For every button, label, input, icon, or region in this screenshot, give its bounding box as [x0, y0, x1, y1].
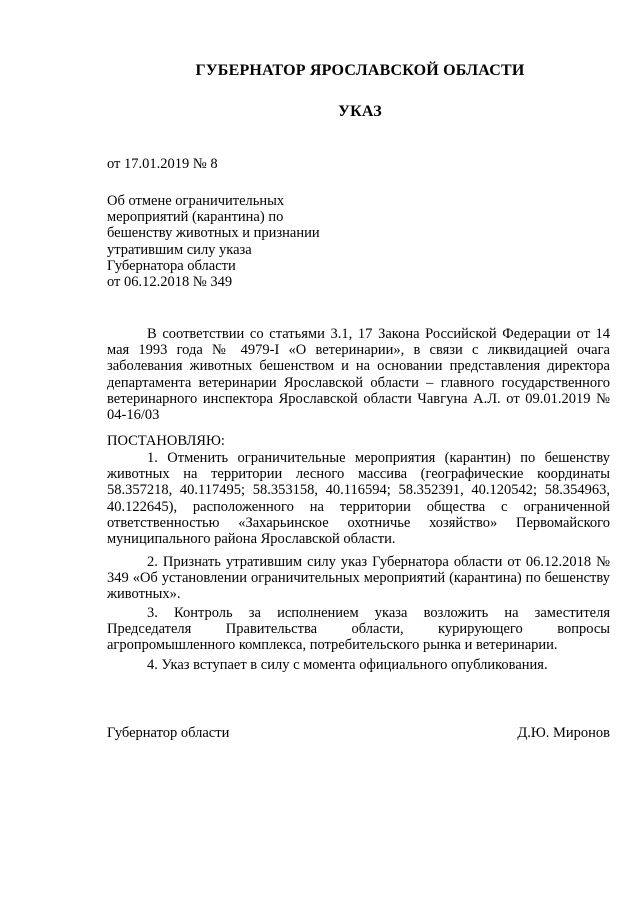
- subject-line: бешенству животных и признании: [107, 225, 320, 242]
- subject-line: Об отмене ограничительных: [107, 193, 285, 209]
- subject-line: утратившим силу указа: [107, 241, 252, 258]
- decree-item-2: 2. Признать утратившим силу указ Губернатора области от 06.12.2018 № 349 «Об установлении ограничительных мероприятий (карантина) по бешенству животных».: [107, 554, 610, 603]
- signatory-name: Д.Ю. Миронов: [517, 725, 610, 741]
- document-subject: [107, 193, 320, 290]
- subject-line: мероприятий (карантина) по: [107, 209, 284, 226]
- subject-line: от 06.12.2018 № 349: [107, 274, 233, 291]
- signatory-position: Губернатор области: [107, 725, 230, 741]
- subject-line: Губернатора области: [107, 257, 236, 274]
- document-type-title: УКАЗ: [338, 103, 382, 120]
- decree-item-1: 1. Отменить ограничительные мероприятия (карантин) по бешенству животных на территории лесного массива (географические координаты 58.357218, 40.117495; 58.353158, 40.116594; 58.352391, 40.120542; 58.354963, 40.122645), расположенного на территории общества с ограниченной ответственностью «Захарьинское охотничье хозяйство» Первомайского муниципального района Ярославской области.: [107, 450, 610, 548]
- decree-item-4: 4. Указ вступает в силу с момента официального опубликования.: [147, 657, 548, 673]
- issuer-title: ГУБЕРНАТОР ЯРОСЛАВСКОЙ ОБЛАСТИ: [195, 62, 525, 79]
- decree-item-3: 3. Контроль за исполнением указа возложить на заместителя Председателя Правительства области, курирующего вопросы агропромышленного комплекса, потребительского рынка и ветеринарии.: [107, 605, 610, 654]
- date-number-line: от 17.01.2019 № 8: [107, 156, 218, 172]
- decree-word: ПОСТАНОВЛЯЮ:: [107, 433, 225, 449]
- preamble-paragraph: В соответствии со статьями 3.1, 17 Закона Российской Федерации от 14 мая 1993 года № 4979-I «О ветеринарии», в связи с ликвидацией очага заболевания животных бешенством и на основании представления директора департамента ветеринарии Ярославской области – главного государственного ветеринарного инспектора Ярославской области Чавгуна А.Л. от 09.01.2019 № 04-16/03: [107, 326, 610, 424]
